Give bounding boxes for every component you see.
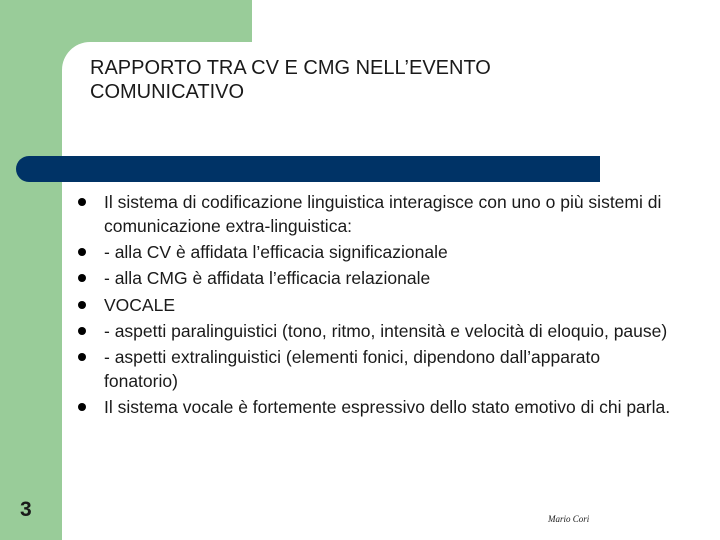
bullet-dot-icon: [78, 327, 86, 335]
bullet-text: - alla CV è affidata l’efficacia significazionale: [104, 242, 448, 263]
list-item: [78, 319, 678, 343]
bullet-text: VOCALE: [104, 294, 175, 315]
bullet-dot-icon: [78, 403, 86, 411]
bullet-text: - aspetti extralinguistici (elementi fonici, dipendono dall’apparato fonatorio): [104, 346, 601, 391]
bullet-dot-icon: [78, 353, 86, 361]
bullet-text: - alla CMG è affidata l’efficacia relazionale: [104, 268, 431, 289]
author-signature: Mario Cori: [548, 514, 590, 524]
list-item: [78, 266, 678, 290]
list-item: [78, 293, 678, 317]
bullet-text: Il sistema di codificazione linguistica interagisce con uno o più sistemi di comunicazione extra-linguistica:: [104, 192, 662, 236]
bullet-dot-icon: [78, 301, 86, 309]
bullet-dot-icon: [78, 198, 86, 206]
bullet-text: - aspetti paralinguistici (tono, ritmo, intensità e velocità di eloquio, pause): [104, 320, 668, 341]
bullet-dot-icon: [78, 274, 86, 282]
title-divider-bar: [16, 156, 600, 182]
list-item: [78, 345, 678, 393]
bullet-dot-icon: [78, 248, 86, 256]
slide-title: RAPPORTO TRA CV E CMG NELL’EVENTO COMUNICATIVO: [90, 57, 491, 103]
list-item: [78, 190, 678, 238]
bullet-list: [78, 190, 678, 421]
bullet-text: Il sistema vocale è fortemente espressivo dello stato emotivo di chi parla.: [104, 397, 671, 418]
list-item: [78, 240, 678, 264]
page-number: 3: [20, 498, 32, 521]
list-item: [78, 395, 678, 419]
